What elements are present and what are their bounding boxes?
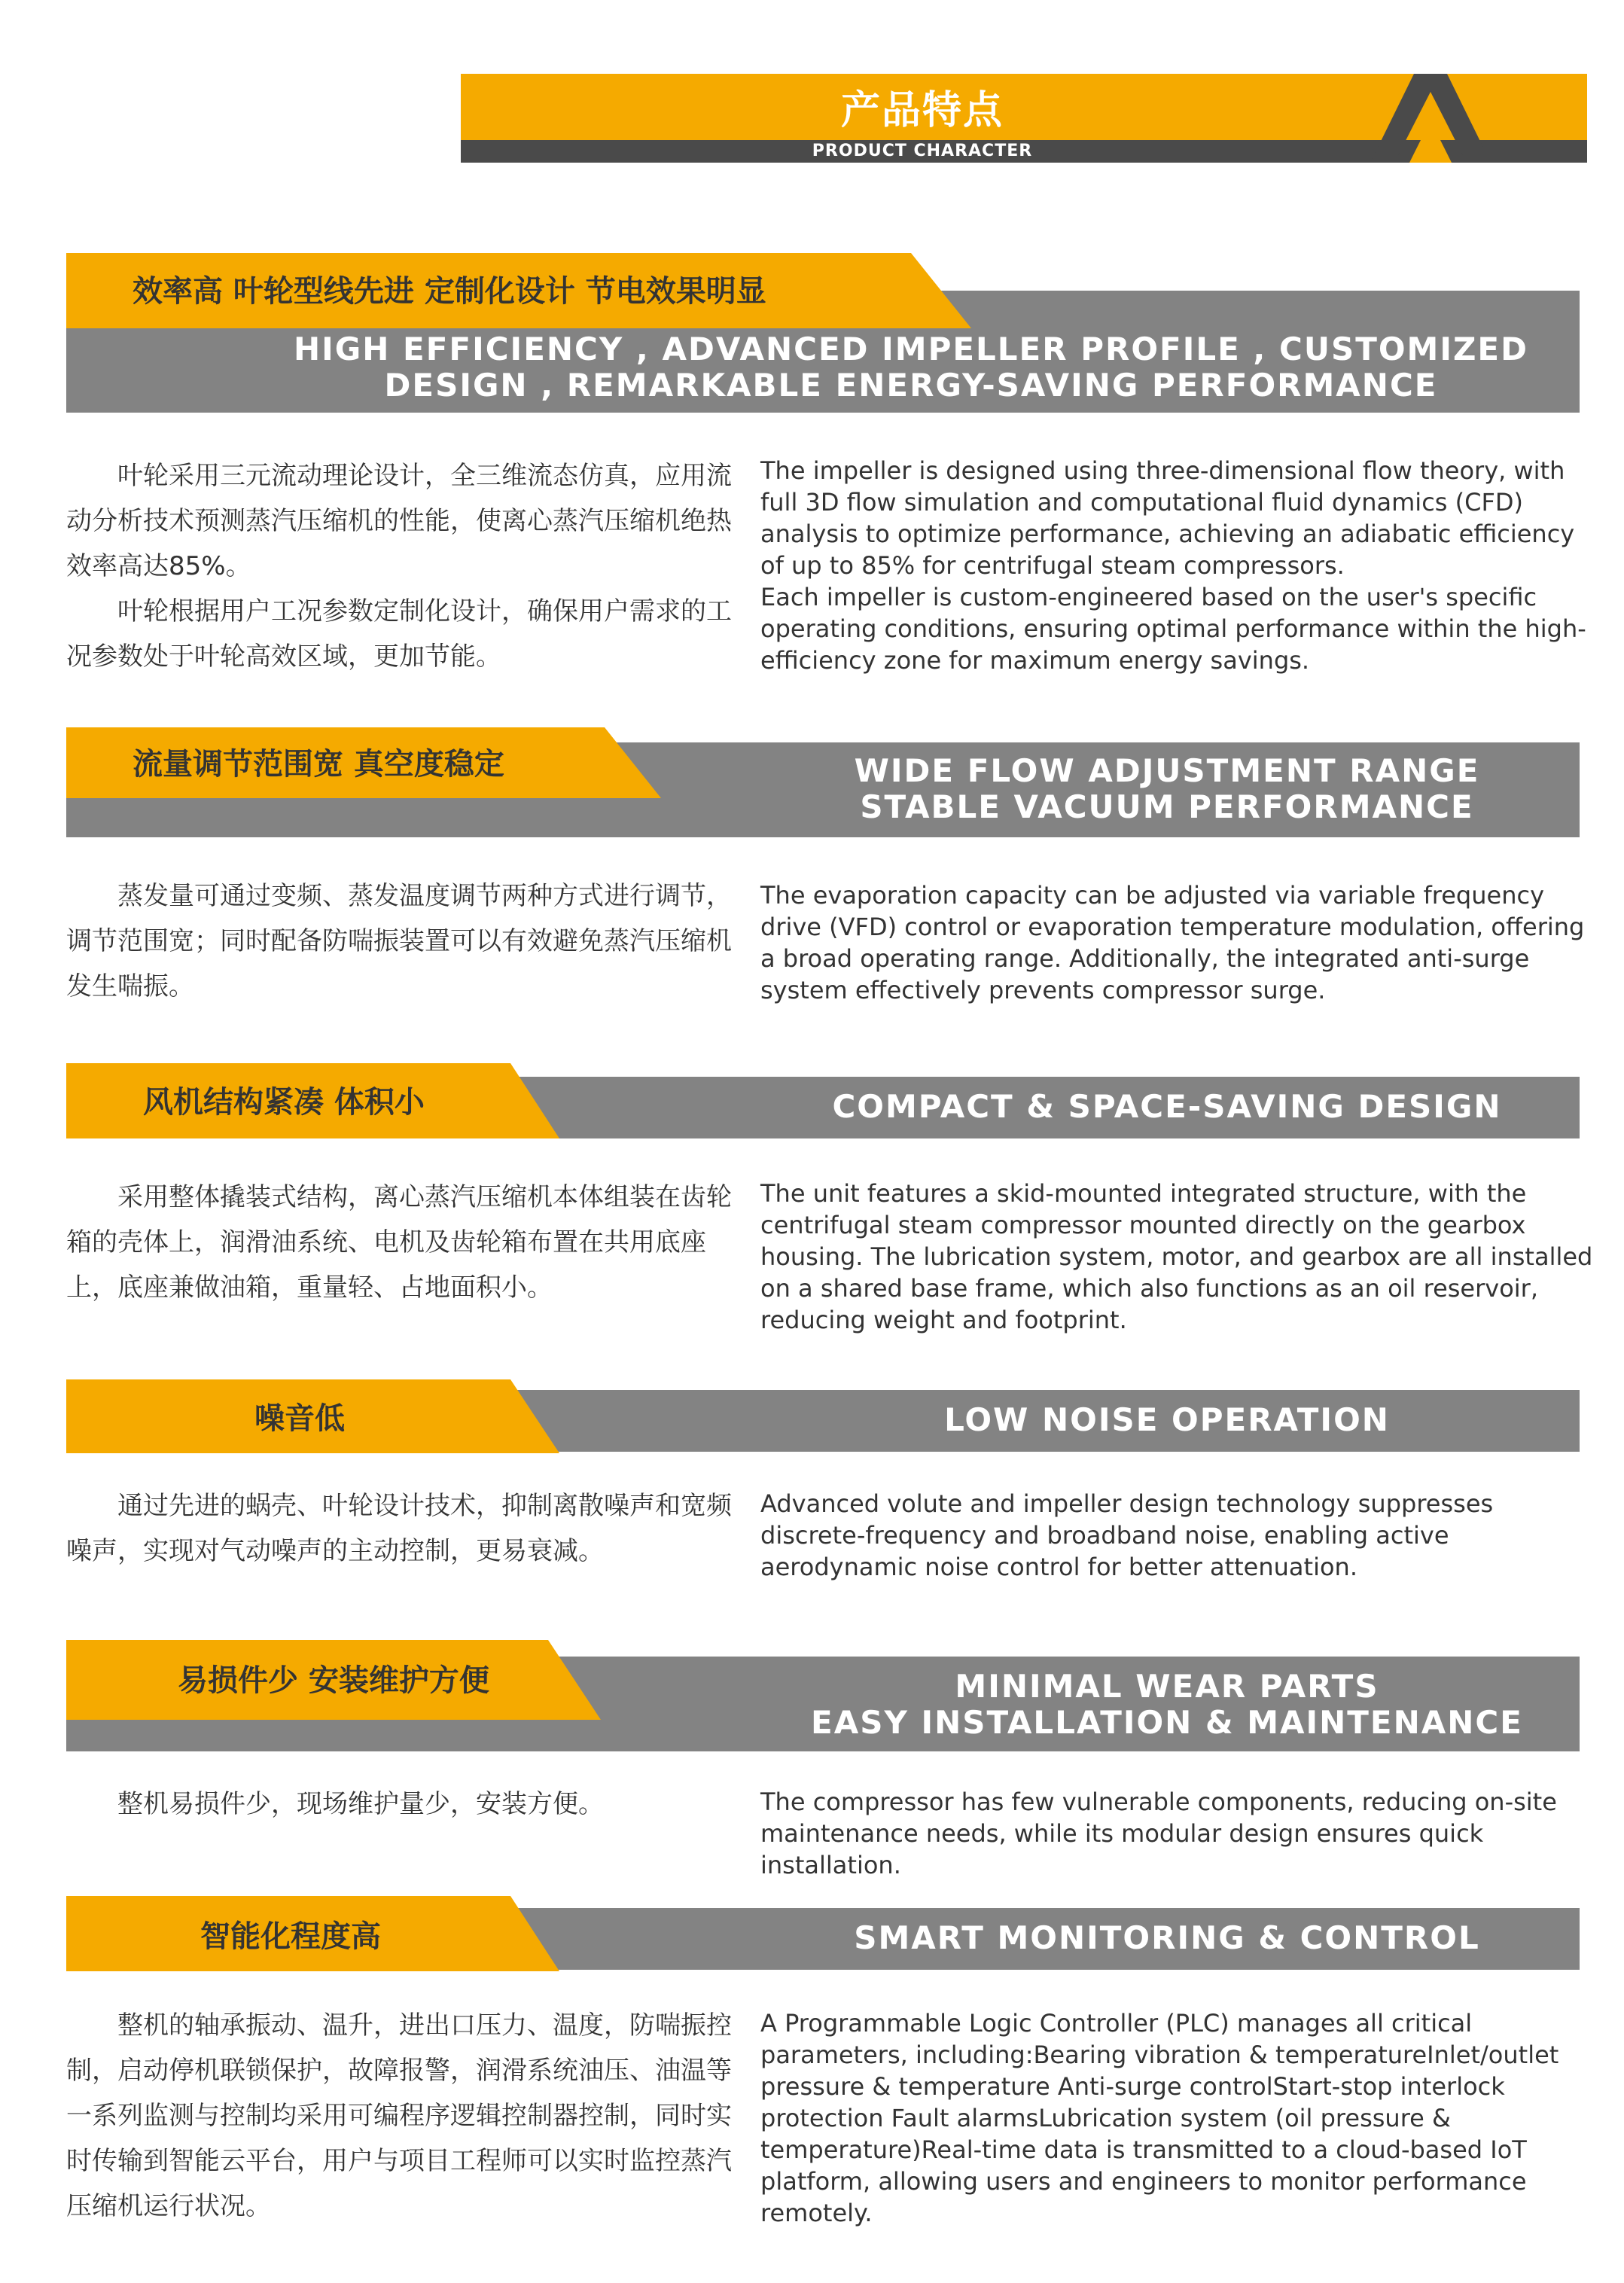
section-3-en-body: The unit features a skid-mounted integrated structure, with the centrifugal steam compressor mounted directly on the gearbox housing. The lubrication system, motor, and gearbox are all installed on a shared base frame, which also functions as an oil reservoir, reducing weight and footprint. (760, 1179, 1593, 1334)
section-6-en-body: A Programmable Logic Controller (PLC) manages all critical parameters, including:Bearing vibration & temperatureInlet/outlet pressure & temperature Anti-surge controlStart-stop interlock protection Fault alarmsLubrication system (oil pressure & temperature)Real-time data is transmitted to a cloud-based IoT platform, allowing users and engineers to monitor performance remotely. (760, 2009, 1559, 2227)
section-1-cn-body: 叶轮采用三元流动理论设计，全三维流态仿真，应用流动分析技术预测蒸汽压缩机的性能，使离心蒸汽压缩机绝热效率高达85%。 叶轮根据用户工况参数定制化设计，确保用户需求的工况参数处于叶轮高效区域，更加节能。 (66, 461, 732, 672)
section-4-cn-title: 噪音低 (254, 1401, 345, 1436)
section-5-en-body: The compressor has few vulnerable components, reducing on-site maintenance needs, while its modular design ensures quick installation. (760, 1788, 1557, 1879)
section-1-cn-title: 效率高 叶轮型线先进 定制化设计 节电效果明显 (133, 274, 766, 309)
section-1-en-body: The impeller is designed using three-dimensional flow theory, with full 3D flow simulation and computational fluid dynamics (CFD) analysis to optimize performance, achieving an adiabatic efficiency of up to 85% for centrifugal steam compressors. Each impeller is custom-engineered based on the user's specific operating conditions, ensuring optimal performance within the high-efficiency zone for maximum energy savings. (760, 456, 1586, 675)
page-title: 产品特点 (840, 88, 1004, 133)
section-1-en-title: HIGH EFFICIENCY , ADVANCED IMPELLER PROFILE , CUSTOMIZED DESIGN , REMARKABLE ENERGY-SAVING PERFORMANCE (294, 331, 1528, 404)
section-4-en-title: LOW NOISE OPERATION (944, 1401, 1390, 1438)
brand-logo-icon (1370, 74, 1491, 163)
section-2-cn-title: 流量调节范围宽 真空度稳定 (133, 747, 504, 782)
section-5-cn-title: 易损件少 安装维护方便 (178, 1663, 489, 1698)
section-4-cn-body: 通过先进的蜗壳、叶轮设计技术，抑制离散噪声和宽频噪声，实现对气动噪声的主动控制，更易衰减。 (66, 1491, 732, 1566)
section-3-en-title: COMPACT & SPACE-SAVING DESIGN (832, 1088, 1502, 1125)
section-3-cn-title: 风机结构紧凑 体积小 (143, 1085, 425, 1120)
section-4-en-body: Advanced volute and impeller design technology suppresses discrete-frequency and broadband noise, enabling active aerodynamic noise control for better attenuation. (760, 1489, 1494, 1581)
section-2-en-body: The evaporation capacity can be adjusted via variable frequency drive (VFD) control or evaporation temperature modulation, offering a broad operating range. Additionally, the integrated anti-surge system effectively prevents compressor surge. (760, 881, 1585, 1004)
section-2-cn-body: 蒸发量可通过变频、蒸发温度调节两种方式进行调节，调节范围宽；同时配备防喘振装置可以有效避免蒸汽压缩机发生喘振。 (66, 881, 732, 1001)
section-5-en-title: MINIMAL WEAR PARTS EASY INSTALLATION & MAINTENANCE (811, 1668, 1523, 1741)
section-5-cn-body: 整机易损件少，现场维护量少，安装方便。 (117, 1789, 604, 1819)
page-subtitle: PRODUCT CHARACTER (812, 142, 1033, 160)
section-6-cn-title: 智能化程度高 (200, 1919, 381, 1954)
section-3-cn-body: 采用整体撬装式结构，离心蒸汽压缩机本体组装在齿轮箱的壳体上，润滑油系统、电机及齿轮箱布置在共用底座上，底座兼做油箱，重量轻、占地面积小。 (66, 1182, 732, 1303)
section-2-en-title: WIDE FLOW ADJUSTMENT RANGE STABLE VACUUM PERFORMANCE (854, 752, 1480, 825)
section-6-cn-body: 整机的轴承振动、温升，进出口压力、温度，防喘振控制，启动停机联锁保护，故障报警，润滑系统油压、油温等一系列监测与控制均采用可编程序逻辑控制器控制，同时实时传输到智能云平台，用户与项目工程师可以实时监控蒸汽压缩机运行状况。 (66, 2010, 732, 2221)
section-6-en-title: SMART MONITORING & CONTROL (854, 1919, 1480, 1956)
